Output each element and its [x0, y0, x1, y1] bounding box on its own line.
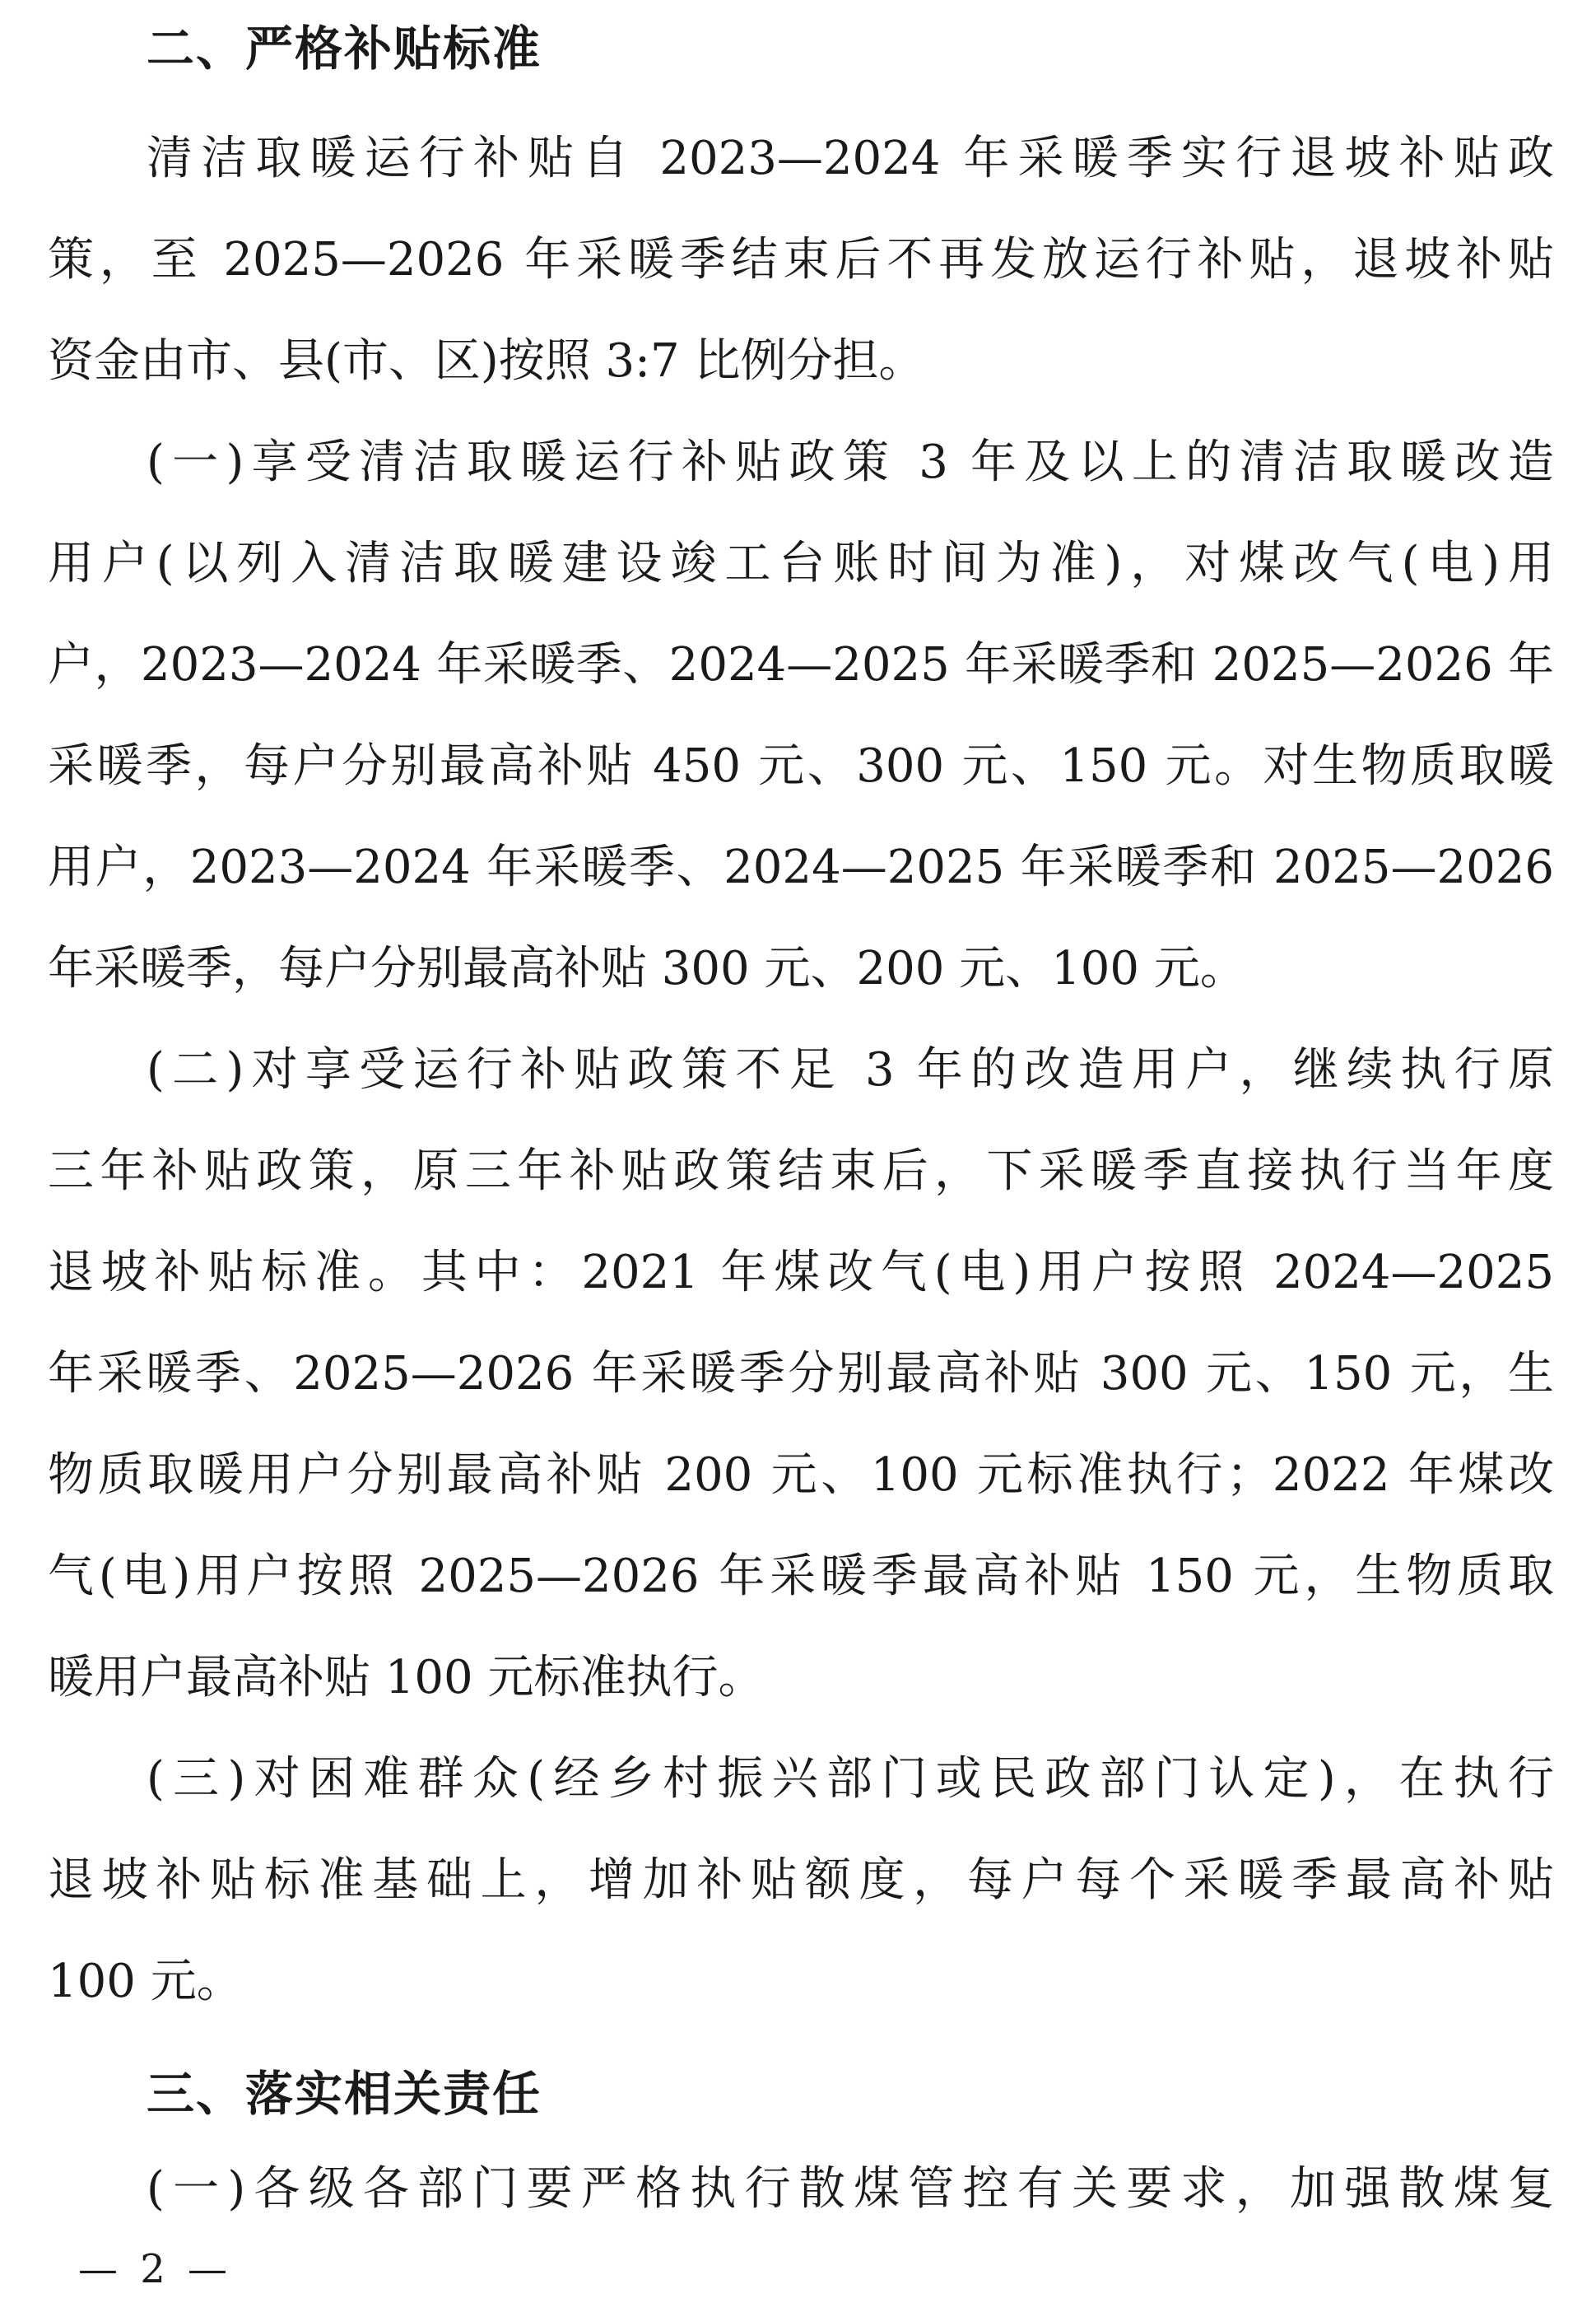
para-2-line-4: 采暖季，每户分别最高补贴 450 元、300 元、150 元。对生物质取暖 [48, 739, 1554, 793]
para-3-line-2: 三年补贴政策，原三年补贴政策结束后，下采暖季直接执行当年度 [48, 1144, 1554, 1198]
section-heading-subsidy-standards: 二、严格补贴标准 [147, 21, 542, 77]
para-3-line-3: 退坡补贴标准。其中：2021 年煤改气(电)用户按照 2024—2025 [48, 1246, 1555, 1299]
para-3-line-7: 暖用户最高补贴 100 元标准执行。 [48, 1651, 765, 1704]
para-1-line-2: 策，至 2025—2026 年采暖季结束后不再发放运行补贴，退坡补贴 [48, 233, 1554, 287]
para-2-line-1: (一)享受清洁取暖运行补贴政策 3 年及以上的清洁取暖改造 [147, 436, 1554, 489]
para-1-line-1: 清洁取暖运行补贴自 2023—2024 年采暖季实行退坡补贴政 [147, 132, 1554, 185]
para-2-line-3: 户，2023—2024 年采暖季、2024—2025 年采暖季和 2025—2026 年 [48, 638, 1554, 692]
para-3-line-4: 年采暖季、2025—2026 年采暖季分别最高补贴 300 元、150 元，生 [48, 1347, 1554, 1401]
para-3-line-5: 物质取暖用户分别最高补贴 200 元、100 元标准执行；2022 年煤改 [48, 1448, 1554, 1502]
para-4-line-1: (三)对困难群众(经乡村振兴部门或民政部门认定)，在执行 [147, 1752, 1554, 1806]
para-3-line-1: (二)对享受运行补贴政策不足 3 年的改造用户，继续执行原 [147, 1043, 1554, 1097]
para-2-line-6: 年采暖季，每户分别最高补贴 300 元、200 元、100 元。 [48, 942, 1246, 995]
page-number: — 2 — [78, 2246, 233, 2292]
para-4-line-3: 100 元。 [48, 1955, 243, 2008]
para-2-line-5: 用户，2023—2024 年采暖季、2024—2025 年采暖季和 2025—2026 [48, 841, 1554, 894]
para-1-line-3: 资金由市、县(市、区)按照 3:7 比例分担。 [48, 334, 925, 388]
para-2-line-2: 用户(以列入清洁取暖建设竣工台账时间为准)，对煤改气(电)用 [48, 537, 1554, 590]
para-3-line-6: 气(电)用户按照 2025—2026 年采暖季最高补贴 150 元，生物质取 [48, 1550, 1554, 1603]
section-heading-responsibilities: 三、落实相关责任 [147, 2066, 542, 2122]
para-5-line-1: (一)各级各部门要严格执行散煤管控有关要求，加强散煤复 [147, 2162, 1554, 2216]
para-4-line-2: 退坡补贴标准基础上，增加补贴额度，每户每个采暖季最高补贴 [48, 1853, 1554, 1907]
